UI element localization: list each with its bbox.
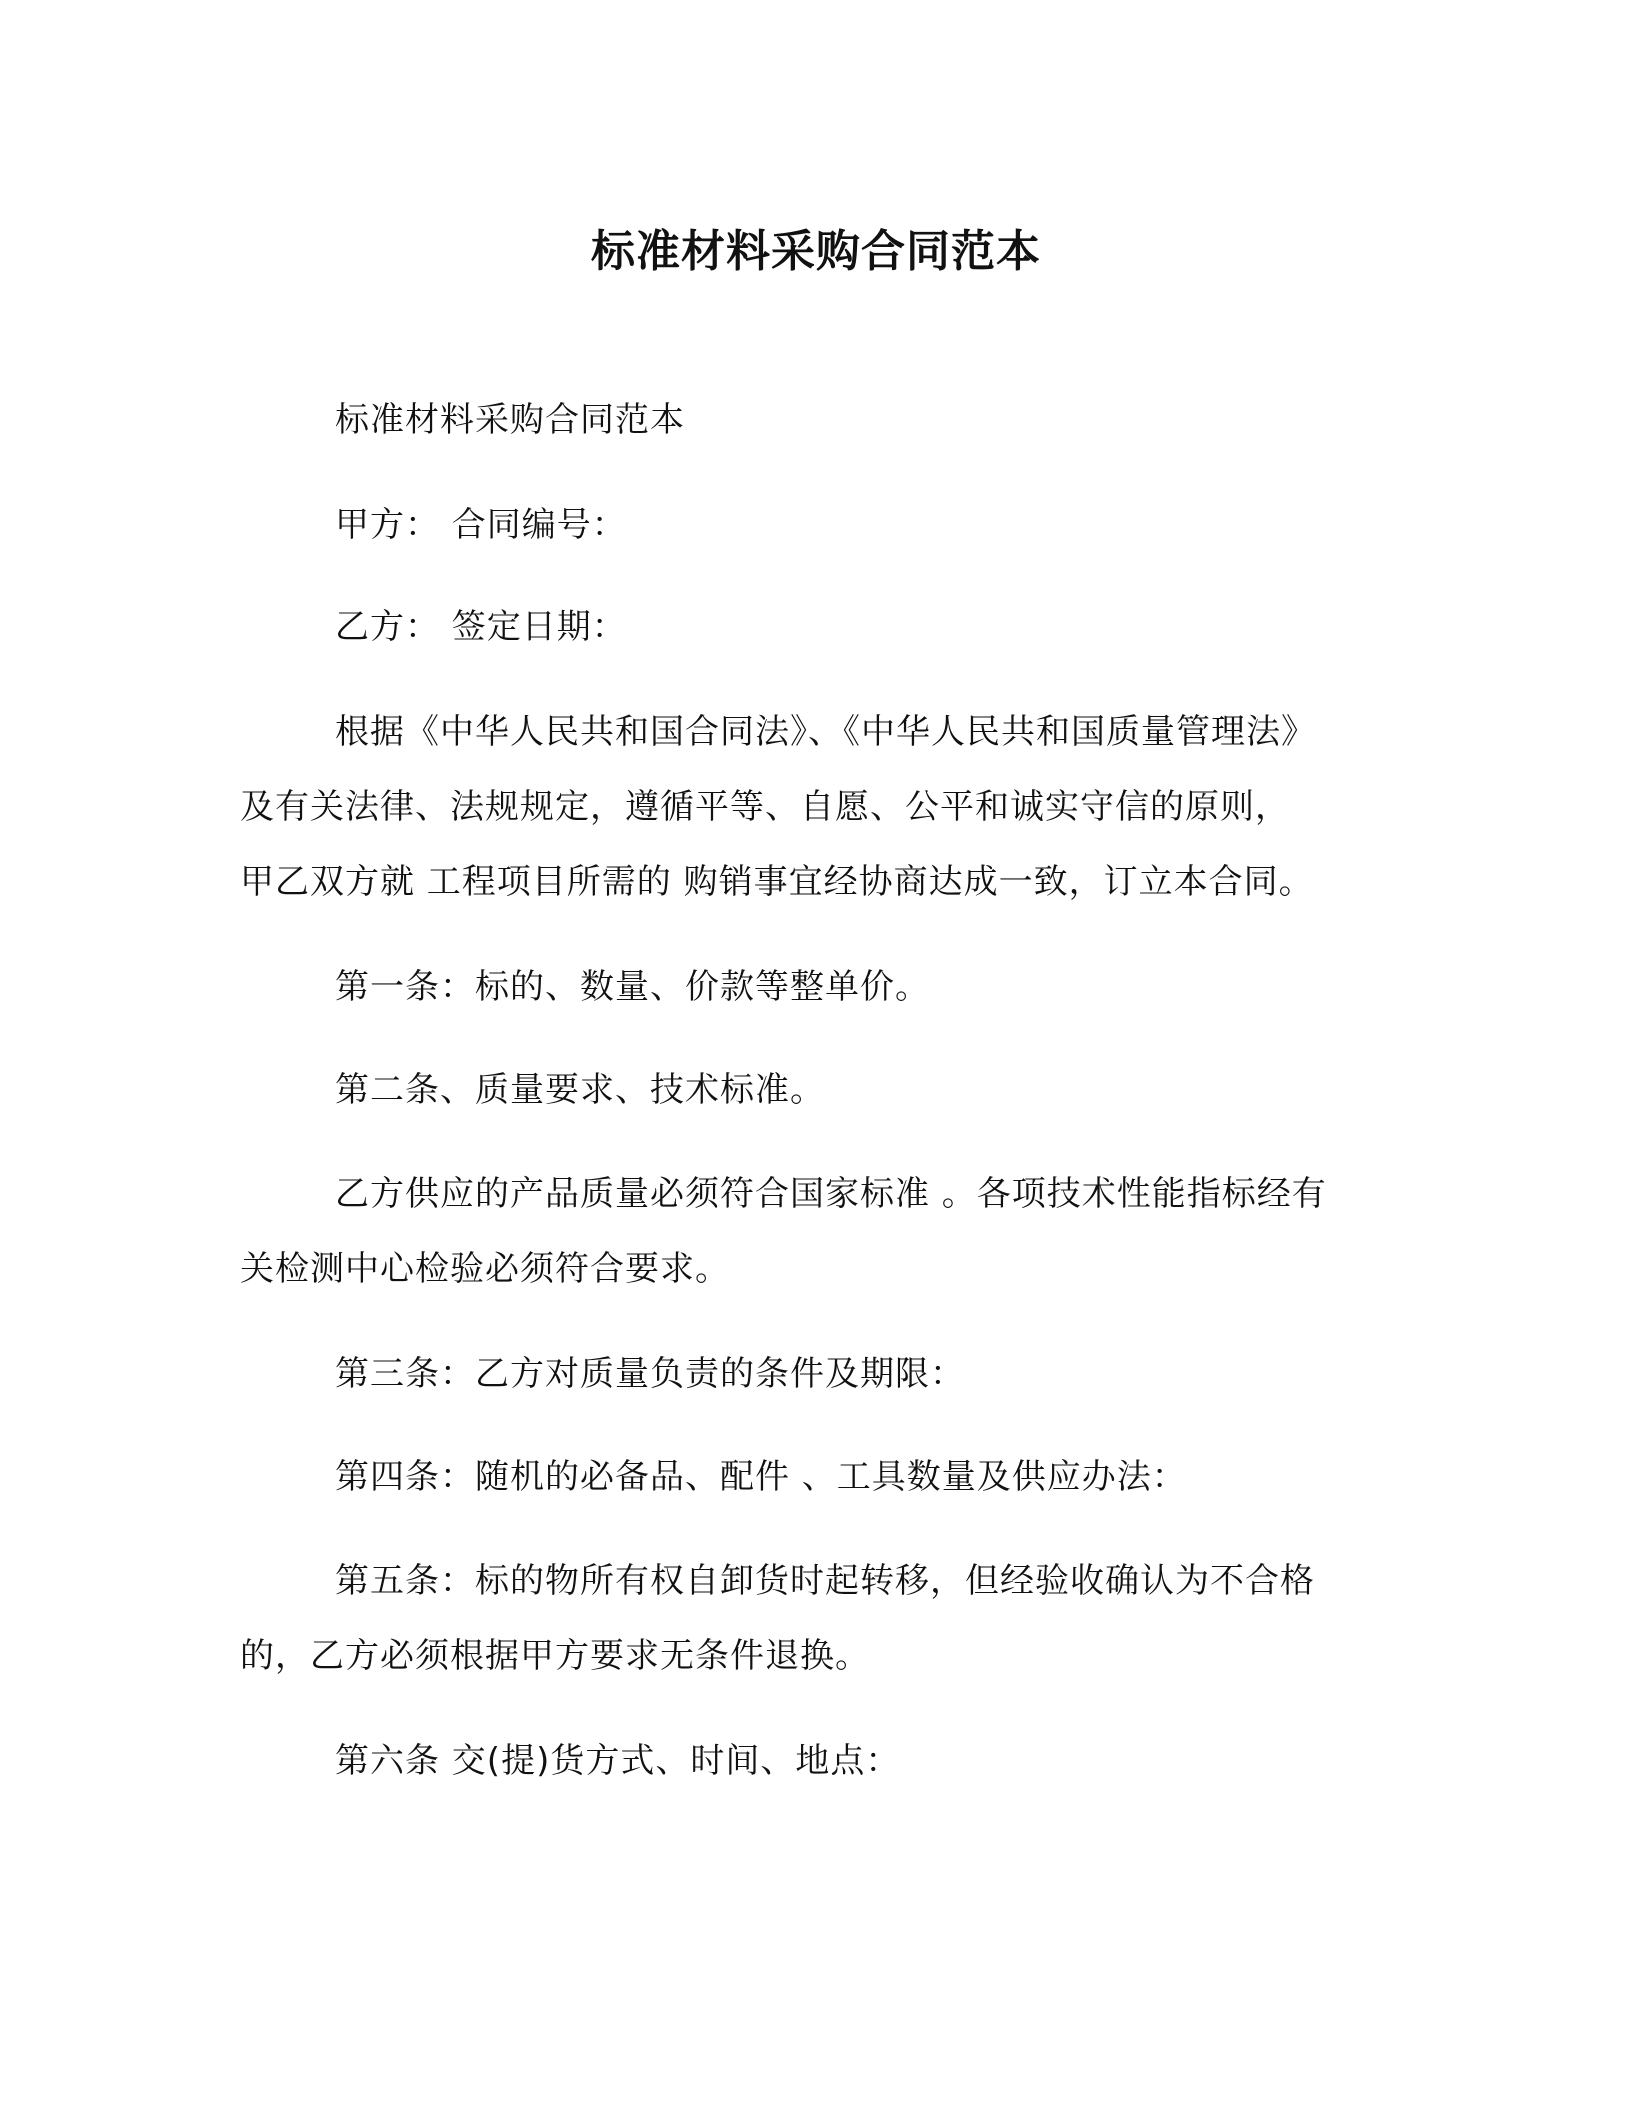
quality-line-2: 关检测中心检验必须符合要求。 xyxy=(240,1249,730,1289)
article-6: 第六条 交(提)货方式、时间、地点： xyxy=(335,1741,901,1781)
preamble-line-2: 及有关法律、法规规定，遵循平等、自愿、公平和诚实守信的原则， xyxy=(240,787,1290,827)
article-4: 第四条：随机的必备品、配件 、工具数量及供应办法： xyxy=(335,1457,1187,1497)
document-title: 标准材料采购合同范本 xyxy=(591,226,1041,277)
article-5-line-2: 的，乙方必须根据甲方要求无条件退换。 xyxy=(240,1636,870,1676)
subtitle-line: 标准材料采购合同范本 xyxy=(335,400,685,440)
article-3: 第三条：乙方对质量负责的条件及期限： xyxy=(335,1354,965,1394)
article-1: 第一条：标的、数量、价款等整单价。 xyxy=(335,967,930,1007)
party-b-line: 乙方： 签定日期： xyxy=(335,607,627,647)
preamble-line-1: 根据《中华人民共和国合同法》、《中华人民共和国质量管理法》 xyxy=(335,712,1316,752)
article-5-line-1: 第五条：标的物所有权自卸货时起转移，但经验收确认为不合格 xyxy=(335,1561,1315,1601)
article-2: 第二条、质量要求、技术标准。 xyxy=(335,1070,825,1110)
preamble-line-3: 甲乙双方就 工程项目所需的 购销事宜经协商达成一致，订立本合同。 xyxy=(240,862,1314,902)
party-a-line: 甲方： 合同编号： xyxy=(335,505,627,545)
quality-line-1: 乙方供应的产品质量必须符合国家标准 。各项技术性能指标经有 xyxy=(335,1174,1327,1214)
